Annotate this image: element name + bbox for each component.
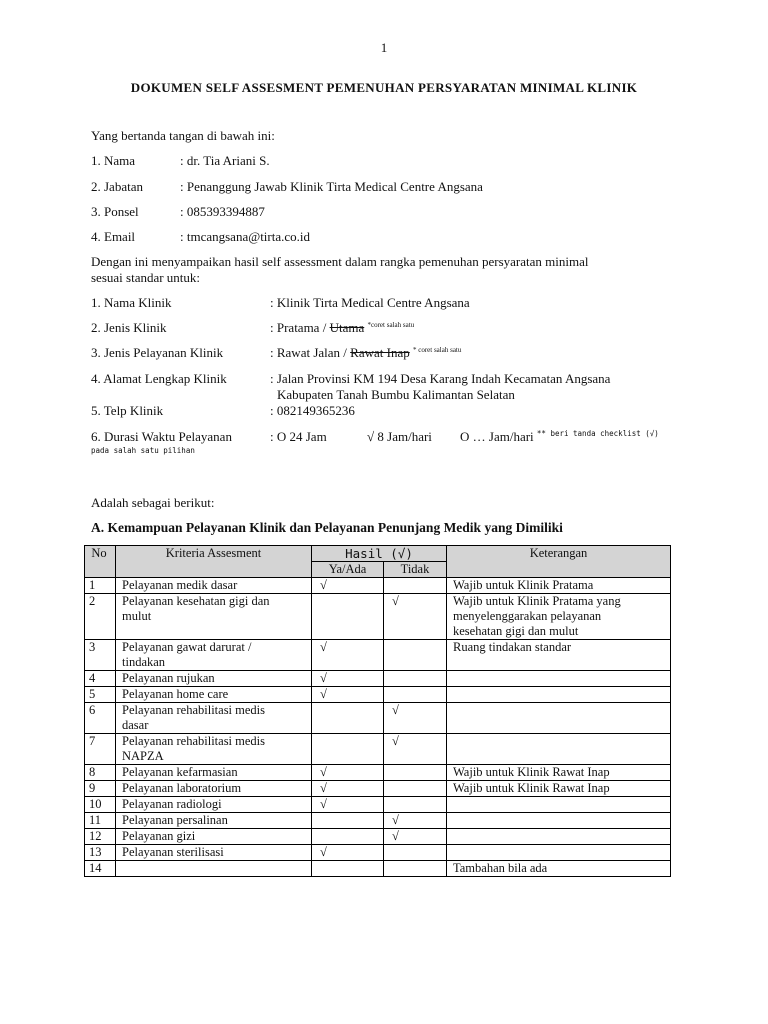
row-yes-check: √ <box>312 797 384 813</box>
assessment-table <box>84 545 671 877</box>
clinic-name-row <box>91 295 470 311</box>
row-number: 10 <box>85 797 116 813</box>
signer-name-value: : dr. Tia Ariani S. <box>180 153 270 168</box>
row-criteria <box>116 594 312 640</box>
signer-email-row <box>91 229 311 245</box>
row-criteria <box>116 845 312 861</box>
row-notes <box>447 640 671 671</box>
signer-email-label: 4. Email <box>91 229 136 244</box>
signer-position-row <box>91 179 483 195</box>
signer-phone-label: 3. Ponsel <box>91 204 139 219</box>
signer-position-value: : Penanggung Jawab Klinik Tirta Medical Centre Angsana <box>180 179 483 194</box>
row-notes <box>447 829 671 845</box>
table-row <box>85 797 671 813</box>
row-criteria <box>116 578 312 594</box>
page-number: 1 <box>380 40 388 55</box>
clinic-name-value: : Klinik Tirta Medical Centre Angsana <box>270 295 470 310</box>
criteria-line: Pelayanan radiologi <box>122 797 222 811</box>
duration-note: ** beri tanda checklist (√) <box>536 429 659 438</box>
notes-line: kesehatan gigi dan mulut <box>453 624 579 638</box>
row-number: 5 <box>85 687 116 703</box>
row-tidak-check: √ <box>384 734 447 765</box>
clinic-duration-row <box>91 429 659 445</box>
row-number: 13 <box>85 845 116 861</box>
row-number: 7 <box>85 734 116 765</box>
duration-note-2: pada salah satu pilihan <box>91 446 195 455</box>
criteria-line: Pelayanan gawat darurat / <box>122 640 252 654</box>
header-result: Hasil (√) <box>312 546 447 562</box>
signer-phone-value: : 085393394887 <box>180 204 265 219</box>
row-number: 14 <box>85 861 116 877</box>
clinic-address-row <box>91 371 611 387</box>
row-criteria <box>116 640 312 671</box>
row-notes <box>447 845 671 861</box>
row-number: 8 <box>85 765 116 781</box>
as-follows-text: Adalah sebagai berikut: <box>91 495 215 510</box>
table-row <box>85 765 671 781</box>
criteria-line: Pelayanan kesehatan gigi dan <box>122 594 270 608</box>
criteria-line: Pelayanan rehabilitasi medis <box>122 703 266 717</box>
row-tidak-check <box>384 781 447 797</box>
row-tidak-check <box>384 640 447 671</box>
notes-line: Wajib untuk Klinik Rawat Inap <box>453 765 610 779</box>
row-notes <box>447 687 671 703</box>
criteria-line: dasar <box>122 718 149 732</box>
row-notes <box>447 813 671 829</box>
criteria-line: Pelayanan kefarmasian <box>122 765 238 779</box>
clinic-phone-row <box>91 403 355 419</box>
clinic-type-label: 2. Jenis Klinik <box>91 320 167 335</box>
clinic-service-struck: Rawat Inap <box>350 345 410 360</box>
row-yes-check <box>312 734 384 765</box>
row-number: 2 <box>85 594 116 640</box>
clinic-name-label: 1. Nama Klinik <box>91 295 172 310</box>
row-notes <box>447 703 671 734</box>
row-yes-check: √ <box>312 578 384 594</box>
criteria-line: Pelayanan persalinan <box>122 813 228 827</box>
table-row <box>85 813 671 829</box>
clinic-type-struck: Utama <box>329 320 365 335</box>
table-row <box>85 687 671 703</box>
row-tidak-check <box>384 797 447 813</box>
row-tidak-check <box>384 861 447 877</box>
row-tidak-check <box>384 671 447 687</box>
notes-line: Ruang tindakan standar <box>453 640 572 654</box>
table-row <box>85 594 671 640</box>
criteria-line: Pelayanan sterilisasi <box>122 845 224 859</box>
intro-text: Yang bertanda tangan di bawah ini: <box>91 128 275 143</box>
row-number: 4 <box>85 671 116 687</box>
row-notes <box>447 734 671 765</box>
table-row <box>85 734 671 765</box>
clinic-service-row <box>91 345 462 361</box>
row-criteria <box>116 829 312 845</box>
row-criteria <box>116 861 312 877</box>
notes-line: Tambahan bila ada <box>453 861 548 875</box>
row-number: 6 <box>85 703 116 734</box>
table-row <box>85 781 671 797</box>
row-criteria <box>116 703 312 734</box>
row-yes-check: √ <box>312 765 384 781</box>
duration-option-custom-text: O … Jam/hari <box>460 429 534 444</box>
table-row <box>85 829 671 845</box>
signer-email-value: : tmcangsana@tirta.co.id <box>180 229 311 244</box>
page-title: DOKUMEN SELF ASSESMENT PEMENUHAN PERSYARATAN MINIMAL KLINIK <box>130 80 638 95</box>
clinic-type-value <box>270 320 414 336</box>
row-tidak-check <box>384 845 447 861</box>
clinic-type-row <box>91 320 415 336</box>
table-row <box>85 640 671 671</box>
row-tidak-check <box>384 765 447 781</box>
signer-name-label: 1. Nama <box>91 153 136 168</box>
clinic-service-label: 3. Jenis Pelayanan Klinik <box>91 345 224 360</box>
criteria-line: Pelayanan rehabilitasi medis <box>122 734 266 748</box>
row-yes-check <box>312 813 384 829</box>
row-tidak-check: √ <box>384 813 447 829</box>
row-number: 1 <box>85 578 116 594</box>
row-yes-check <box>312 703 384 734</box>
duration-option-8h: √ 8 Jam/hari <box>367 429 432 444</box>
row-notes <box>447 781 671 797</box>
criteria-line: Pelayanan gizi <box>122 829 196 843</box>
row-number: 11 <box>85 813 116 829</box>
row-yes-check <box>312 594 384 640</box>
row-tidak-check: √ <box>384 829 447 845</box>
clinic-address-label: 4. Alamat Lengkap Klinik <box>91 371 227 386</box>
row-yes-check <box>312 861 384 877</box>
row-yes-check: √ <box>312 640 384 671</box>
clinic-service-note: * coret salah satu <box>412 346 462 354</box>
table-row <box>85 861 671 877</box>
table-row <box>85 703 671 734</box>
notes-line: menyelenggarakan pelayanan <box>453 609 602 623</box>
row-tidak-check: √ <box>384 594 447 640</box>
criteria-line: mulut <box>122 609 152 623</box>
table-body <box>85 578 671 877</box>
clinic-address-line-2: Kabupaten Tanah Bumbu Kalimantan Selatan <box>277 387 515 402</box>
duration-option-24h: : O 24 Jam <box>270 429 327 444</box>
clinic-phone-value: : 082149365236 <box>270 403 355 418</box>
criteria-line: Pelayanan rujukan <box>122 671 215 685</box>
table-row <box>85 671 671 687</box>
criteria-line: tindakan <box>122 655 166 669</box>
row-notes <box>447 671 671 687</box>
criteria-line: NAPZA <box>122 749 164 763</box>
clinic-phone-label: 5. Telp Klinik <box>91 403 164 418</box>
criteria-line: Pelayanan medik dasar <box>122 578 238 592</box>
row-notes <box>447 594 671 640</box>
notes-line: Wajib untuk Klinik Pratama <box>453 578 594 592</box>
signer-phone-row <box>91 204 265 220</box>
header-tidak: Tidak <box>384 562 447 578</box>
notes-line: Wajib untuk Klinik Pratama yang <box>453 594 621 608</box>
clinic-service-selected: : Rawat Jalan / <box>270 345 351 360</box>
row-notes <box>447 797 671 813</box>
signer-position-label: 2. Jabatan <box>91 179 143 194</box>
row-yes-check: √ <box>312 845 384 861</box>
row-criteria <box>116 781 312 797</box>
row-criteria <box>116 813 312 829</box>
clinic-address-line-1: : Jalan Provinsi KM 194 Desa Karang Indah Kecamatan Angsana <box>270 371 611 386</box>
row-criteria <box>116 671 312 687</box>
row-tidak-check <box>384 578 447 594</box>
row-criteria <box>116 797 312 813</box>
duration-option-custom <box>460 429 659 445</box>
header-criteria: Kriteria Assesment <box>116 546 312 578</box>
header-notes: Keterangan <box>447 546 671 578</box>
row-yes-check: √ <box>312 671 384 687</box>
row-notes <box>447 578 671 594</box>
row-number: 3 <box>85 640 116 671</box>
row-criteria <box>116 765 312 781</box>
table-row <box>85 845 671 861</box>
row-criteria <box>116 687 312 703</box>
row-notes <box>447 861 671 877</box>
row-tidak-check: √ <box>384 703 447 734</box>
clinic-service-value <box>270 345 461 361</box>
criteria-line: Pelayanan laboratorium <box>122 781 242 795</box>
statement-line-2: sesuai standar untuk: <box>91 270 201 285</box>
row-notes <box>447 765 671 781</box>
table-row <box>85 578 671 594</box>
clinic-type-selected: : Pratama / <box>270 320 330 335</box>
row-criteria <box>116 734 312 765</box>
header-yes: Ya/Ada <box>312 562 384 578</box>
statement-line-1: Dengan ini menyampaikan hasil self assessment dalam rangka pemenuhan persyaratan minimal <box>91 254 589 269</box>
row-number: 12 <box>85 829 116 845</box>
clinic-duration-label: 6. Durasi Waktu Pelayanan <box>91 429 232 444</box>
signer-name-row <box>91 153 270 169</box>
criteria-line: Pelayanan home care <box>122 687 229 701</box>
row-yes-check <box>312 829 384 845</box>
clinic-type-note: *coret salah satu <box>367 321 415 329</box>
row-tidak-check <box>384 687 447 703</box>
row-number: 9 <box>85 781 116 797</box>
header-no: No <box>85 546 116 578</box>
row-yes-check: √ <box>312 781 384 797</box>
notes-line: Wajib untuk Klinik Rawat Inap <box>453 781 610 795</box>
section-a-heading: A. Kemampuan Pelayanan Klinik dan Pelayanan Penunjang Medik yang Dimiliki <box>91 520 563 535</box>
row-yes-check: √ <box>312 687 384 703</box>
